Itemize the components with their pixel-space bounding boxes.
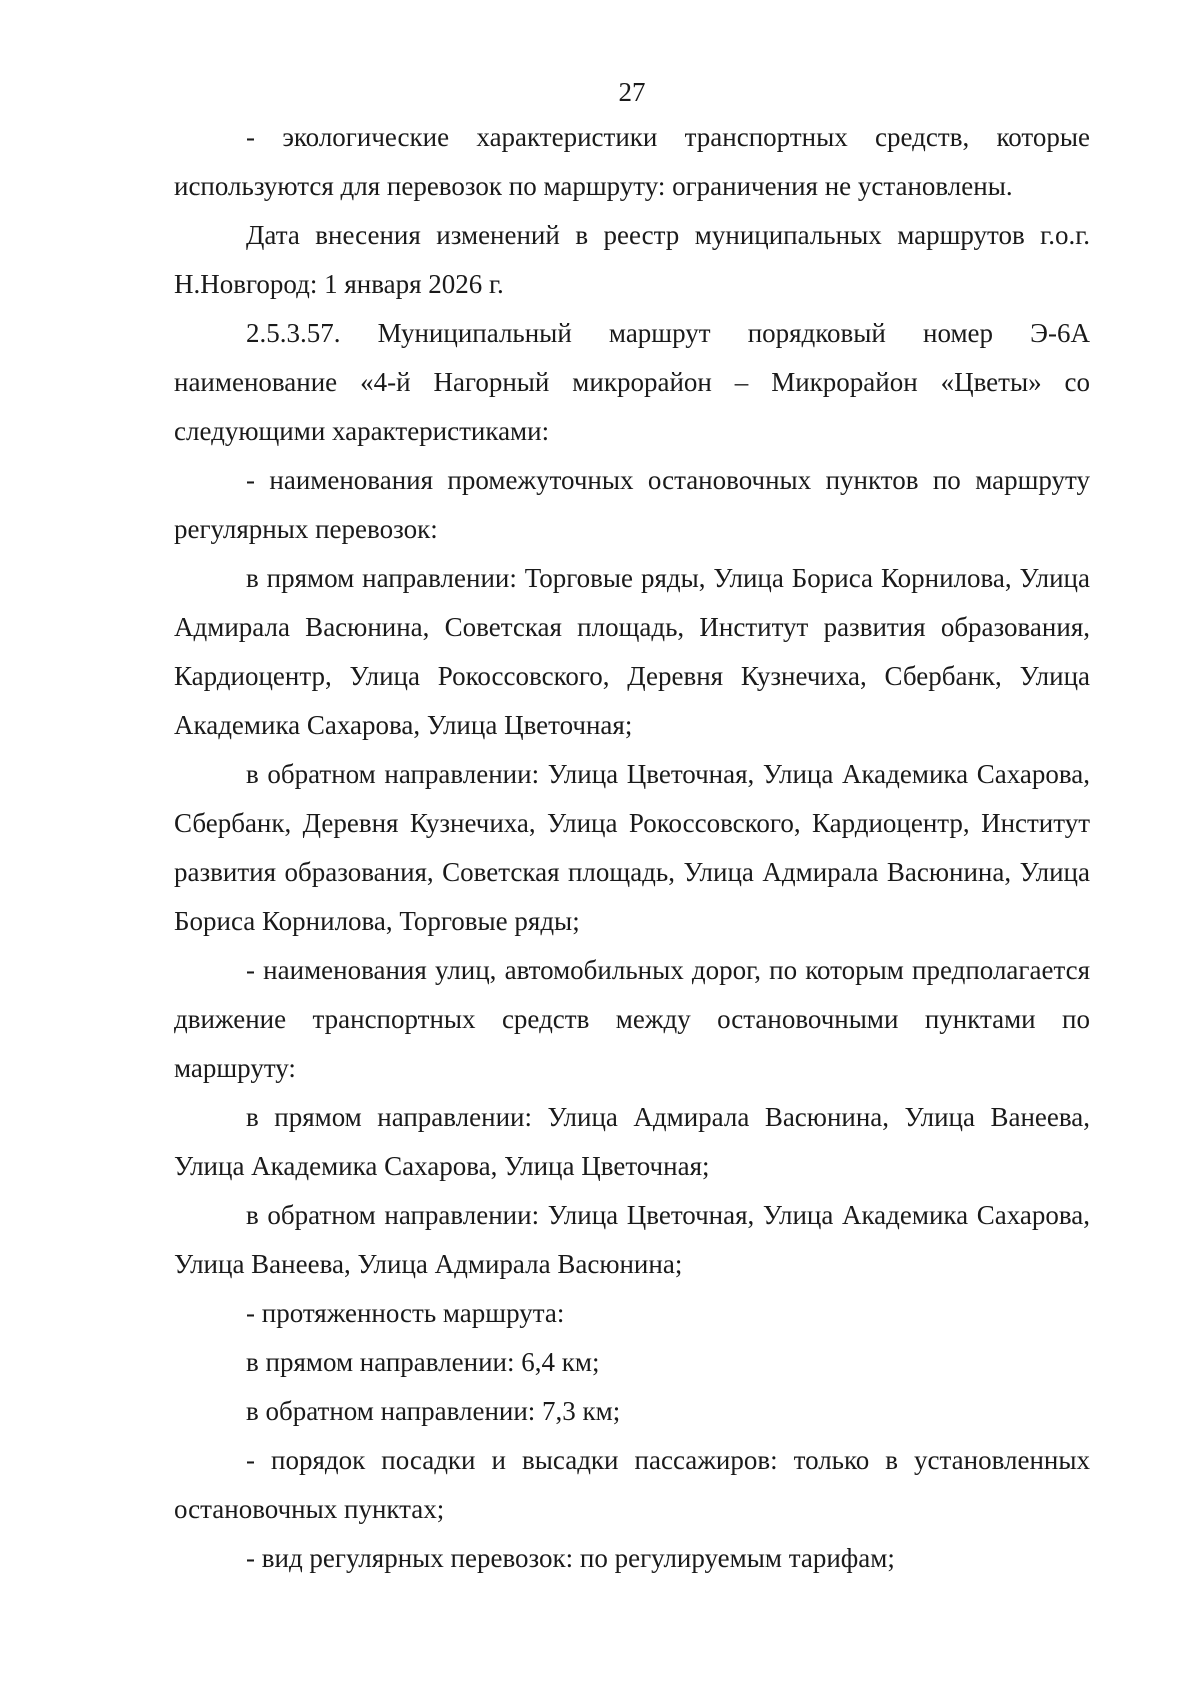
paragraph-stops-forward: в прямом направлении: Торговые ряды, Улица Бориса Корнилова, Улица Адмирала Васюнина, Советская площадь, Институт развития образования, Кардиоцентр, Улица Рокоссовского, Деревня Кузнечиха, Сбербанк, Улица Академика Сахарова, Улица Цветочная;	[174, 563, 1090, 740]
page-number: 27	[618, 77, 646, 107]
paragraph-streets-forward: в прямом направлении: Улица Адмирала Васюнина, Улица Ванеева, Улица Академика Сахарова, Улица Цветочная;	[174, 1102, 1090, 1181]
paragraph-streets-heading: - наименования улиц, автомобильных дорог, по которым предполагается движение транспортных средств между остановочными пунктами по маршруту:	[174, 955, 1090, 1083]
paragraph-streets-backward: в обратном направлении: Улица Цветочная, Улица Академика Сахарова, Улица Ванеева, Улица Адмирала Васюнина;	[174, 1200, 1090, 1279]
paragraph-length-forward: в прямом направлении: 6,4 км;	[246, 1347, 600, 1377]
paragraph-route-length-heading: - протяженность маршрута:	[246, 1298, 565, 1328]
paragraph-registry-change-date: Дата внесения изменений в реестр муниципальных маршрутов г.о.г. Н.Новгород: 1 января 2026 г.	[174, 220, 1090, 299]
paragraph-route-heading: 2.5.3.57. Муниципальный маршрут порядковый номер Э-6А наименование «4-й Нагорный микрорайон – Микрорайон «Цветы» со следующими характеристиками:	[174, 318, 1090, 446]
paragraph-transport-type: - вид регулярных перевозок: по регулируемым тарифам;	[246, 1543, 895, 1573]
paragraph-stops-backward: в обратном направлении: Улица Цветочная, Улица Академика Сахарова, Сбербанк, Деревня Кузнечиха, Улица Рокоссовского, Кардиоцентр, Институт развития образования, Советская площадь, Улица Адмирала Васюнина, Улица Бориса Корнилова, Торговые ряды;	[174, 759, 1090, 936]
paragraph-boarding-order: - порядок посадки и высадки пассажиров: только в установленных остановочных пунктах;	[174, 1445, 1090, 1524]
paragraph-ecological-characteristics: - экологические характеристики транспортных средств, которые используются для перевозок по маршруту: ограничения не установлены.	[174, 122, 1090, 201]
document-body	[174, 113, 1090, 1583]
paragraph-length-backward: в обратном направлении: 7,3 км;	[246, 1396, 621, 1426]
paragraph-intermediate-stops-heading: - наименования промежуточных остановочных пунктов по маршруту регулярных перевозок:	[174, 465, 1090, 544]
